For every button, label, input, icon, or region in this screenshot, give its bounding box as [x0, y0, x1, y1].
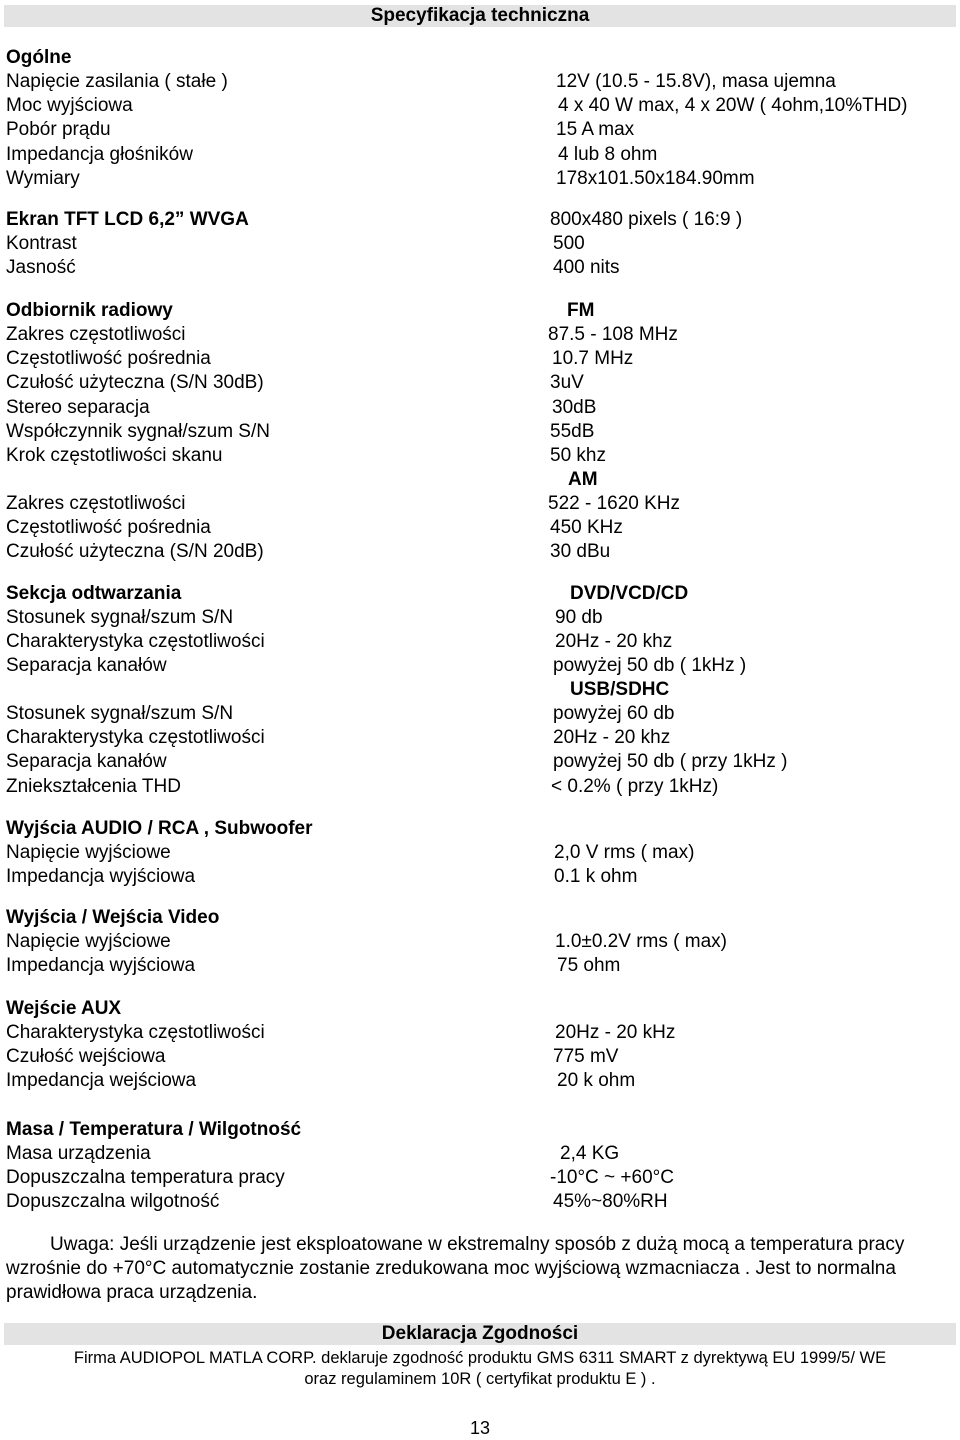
- spec-label: Pobór prądu: [6, 119, 111, 141]
- spec-label: Stosunek sygnał/szum S/N: [6, 703, 234, 724]
- spec-value: 522 - 1620 KHz: [548, 493, 681, 514]
- spec-label: Krok częstotliwości skanu: [6, 445, 223, 466]
- spec-row: [6, 396, 960, 420]
- radio-fm-label: FM: [567, 300, 595, 321]
- mass-heading-row: [6, 1118, 960, 1142]
- spec-row: [6, 516, 960, 540]
- spec-row: [6, 1166, 960, 1190]
- spec-label: Impedancja głośników: [6, 143, 193, 165]
- spec-label: Dopuszczalna temperatura pracy: [6, 1167, 285, 1189]
- spec-label: Charakterystyka częstotliwości: [6, 1022, 265, 1043]
- spec-value: 2,4 KG: [560, 1143, 620, 1164]
- declaration-line-2: oraz regulaminem 10R ( certyfikat produktu E ) .: [304, 1370, 656, 1388]
- spec-label: Impedancja wyjściowa: [6, 866, 196, 888]
- spec-label: Impedancja wyjściowa: [6, 955, 196, 977]
- screen-heading-value: 800x480 pixels ( 16:9 ): [550, 209, 743, 230]
- spec-value: 75 ohm: [557, 955, 621, 977]
- spec-value: 20Hz - 20 khz: [553, 727, 671, 749]
- spec-value: 30 dBu: [550, 541, 611, 563]
- spec-value: 20Hz - 20 khz: [555, 631, 673, 653]
- spec-value: 1.0±0.2V rms ( max): [555, 931, 727, 952]
- spec-row: [6, 540, 960, 564]
- spec-value: 20 k ohm: [557, 1070, 636, 1092]
- spec-label: Stereo separacja: [6, 396, 150, 418]
- spec-row: [6, 371, 960, 395]
- aux-heading-row: [6, 997, 960, 1021]
- spec-label: Separacja kanałów: [6, 655, 167, 677]
- spec-value: 3uV: [550, 372, 584, 394]
- declaration-title-bar: [4, 1323, 956, 1345]
- aux-heading: Wejście AUX: [6, 998, 122, 1019]
- spec-value: 500: [553, 233, 585, 254]
- spec-label: Napięcie wyjściowe: [6, 842, 171, 863]
- spec-label: Napięcie wyjściowe: [6, 931, 171, 952]
- spec-value: -10°C ~ +60°C: [550, 1167, 674, 1189]
- spec-row: [6, 70, 960, 94]
- spec-value: 12V (10.5 - 15.8V), masa ujemna: [556, 71, 836, 92]
- spec-value: 0.1 k ohm: [554, 866, 638, 888]
- spec-value: 400 nits: [553, 257, 620, 279]
- spec-row: [6, 775, 960, 799]
- audio-out-heading: Wyjścia AUDIO / RCA , Subwoofer: [6, 818, 313, 839]
- spec-value: 775 mV: [553, 1046, 619, 1068]
- spec-row: [6, 654, 960, 678]
- playback-usb-label-row: [6, 678, 960, 702]
- spec-label: Czułość użyteczna (S/N 20dB): [6, 541, 264, 563]
- spec-value: 15 A max: [556, 119, 635, 141]
- spec-row: [6, 94, 960, 118]
- playback-heading: Sekcja odtwarzania: [6, 583, 182, 604]
- spec-label: Częstotliwość pośrednia: [6, 348, 211, 370]
- video-heading-row: [6, 906, 960, 930]
- spec-label: Zniekształcenia THD: [6, 775, 181, 797]
- screen-heading: Ekran TFT LCD 6,2” WVGA: [6, 209, 249, 230]
- spec-row: [6, 256, 960, 280]
- spec-label: Wymiary: [6, 167, 80, 189]
- spec-row: [6, 420, 960, 444]
- spec-value: powyżej 50 db ( 1kHz ): [553, 655, 747, 677]
- spec-row: [6, 954, 960, 978]
- mass-heading: Masa / Temperatura / Wilgotność: [6, 1119, 302, 1140]
- spec-value: 45%~80%RH: [553, 1191, 668, 1213]
- spec-title-bar: [4, 5, 956, 27]
- spec-label: Napięcie zasilania ( stałe ): [6, 71, 228, 92]
- page-number: 13: [469, 1418, 491, 1438]
- spec-label: Zakres częstotliwości: [6, 324, 186, 345]
- spec-label: Impedancja wejściowa: [6, 1070, 197, 1092]
- spec-value: powyżej 60 db: [553, 703, 675, 724]
- spec-value: 4 lub 8 ohm: [558, 143, 658, 165]
- spec-row: [6, 726, 960, 750]
- spec-value: 4 x 40 W max, 4 x 20W ( 4ohm,10%THD): [558, 95, 908, 117]
- radio-heading: Odbiornik radiowy: [6, 300, 173, 321]
- spec-label: Częstotliwość pośrednia: [6, 517, 211, 539]
- spec-label: Charakterystyka częstotliwości: [6, 727, 265, 749]
- spec-label: Masa urządzenia: [6, 1143, 151, 1164]
- spec-row: [6, 347, 960, 371]
- declaration-title: Deklaracja Zgodności: [381, 1323, 579, 1344]
- spec-row: [6, 930, 960, 954]
- spec-row: [6, 1045, 960, 1069]
- spec-label: Separacja kanałów: [6, 751, 167, 773]
- declaration-line-1: Firma AUDIOPOL MATLA CORP. deklaruje zgodność produktu GMS 6311 SMART z dyrektywą EU 1999/5/ WE: [73, 1349, 887, 1367]
- spec-value: 2,0 V rms ( max): [554, 842, 695, 863]
- spec-label: Współczynnik sygnał/szum S/N: [6, 420, 270, 442]
- general-heading: Ogólne: [6, 47, 72, 68]
- spec-label: Charakterystyka częstotliwości: [6, 631, 265, 653]
- spec-row: [6, 1190, 960, 1214]
- spec-row: [6, 1069, 960, 1093]
- spec-label: Zakres częstotliwości: [6, 493, 186, 514]
- spec-row: [6, 1142, 960, 1166]
- spec-value: 450 KHz: [550, 517, 623, 539]
- playback-usb-label: USB/SDHC: [570, 679, 670, 700]
- spec-label: Czułość wejściowa: [6, 1046, 166, 1068]
- spec-value: powyżej 50 db ( przy 1kHz ): [553, 751, 788, 773]
- spec-value: 30dB: [552, 396, 597, 418]
- spec-row: [6, 702, 960, 726]
- spec-value: 10.7 MHz: [552, 348, 634, 370]
- spec-value: < 0.2% ( przy 1kHz): [551, 775, 719, 797]
- spec-row: [6, 492, 960, 516]
- radio-fm-label-row: [6, 299, 960, 323]
- spec-label: Moc wyjściowa: [6, 95, 133, 117]
- spec-label: Kontrast: [6, 233, 77, 254]
- spec-label: Dopuszczalna wilgotność: [6, 1191, 220, 1213]
- warning-note: Uwaga: Jeśli urządzenie jest eksploatowane w ekstremalny sposób z dużą mocą a temperatura pracy wzrośnie do +70°C automatycznie zostanie zredukowana moc wyjściową wzmacniacza . Jest to normalna prawidłowa praca urządzenia.: [6, 1234, 905, 1303]
- spec-row: [6, 865, 960, 889]
- spec-row: [6, 118, 960, 142]
- spec-value: 55dB: [550, 420, 595, 442]
- spec-row: [6, 606, 960, 630]
- radio-am-label-row: [6, 468, 960, 492]
- spec-row: [6, 167, 960, 191]
- spec-value: 178x101.50x184.90mm: [556, 167, 755, 189]
- radio-am-label: AM: [568, 469, 598, 490]
- playback-disc-label-row: [6, 582, 960, 606]
- page-title: Specyfikacja techniczna: [370, 5, 590, 26]
- audio-out-heading-row: [6, 817, 960, 841]
- spec-row: [6, 750, 960, 774]
- video-heading: Wyjścia / Wejścia Video: [6, 907, 220, 928]
- playback-disc-label: DVD/VCD/CD: [570, 583, 689, 604]
- spec-row: [6, 630, 960, 654]
- spec-label: Czułość użyteczna (S/N 30dB): [6, 372, 264, 394]
- spec-value: 90 db: [555, 607, 603, 628]
- spec-label: Stosunek sygnał/szum S/N: [6, 607, 234, 628]
- spec-row: [6, 444, 960, 468]
- spec-value: 87.5 - 108 MHz: [548, 324, 678, 345]
- general-heading-row: [6, 46, 960, 70]
- spec-row: [6, 143, 960, 167]
- spec-value: 50 khz: [550, 445, 606, 466]
- spec-row: [6, 323, 960, 347]
- spec-label: Jasność: [6, 257, 76, 279]
- spec-row: [6, 841, 960, 865]
- spec-value: 20Hz - 20 kHz: [555, 1022, 676, 1043]
- spec-row: [6, 1021, 960, 1045]
- spec-row: [6, 232, 960, 256]
- screen-heading-row: [6, 208, 960, 232]
